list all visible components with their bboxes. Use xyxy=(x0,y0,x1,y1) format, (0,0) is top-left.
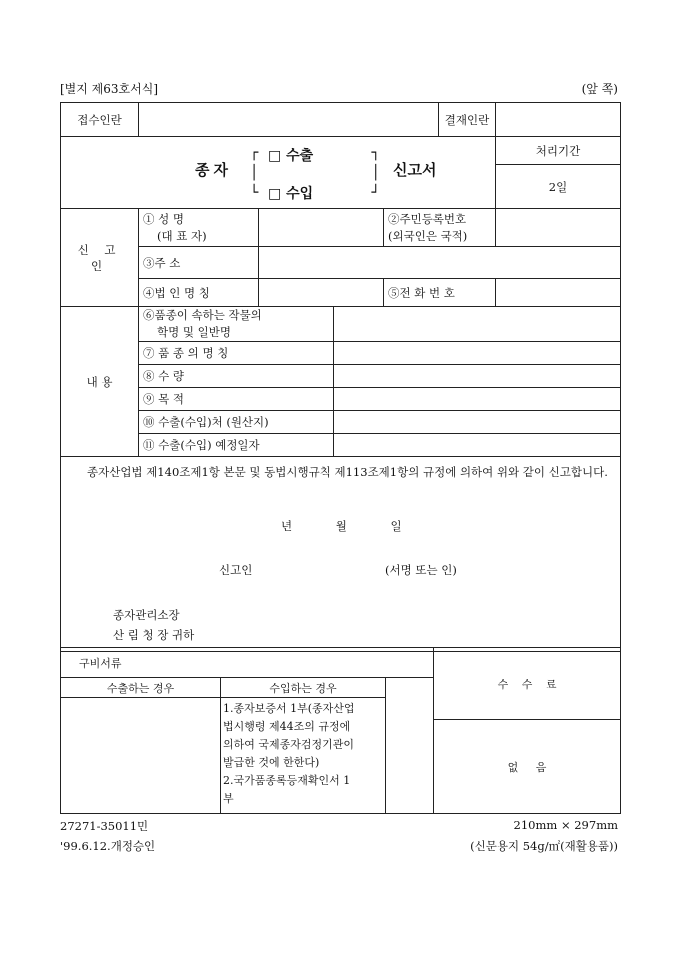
processing-period-value: 2일 xyxy=(496,165,621,209)
documents-blank xyxy=(386,678,434,814)
documents-title: 구비서류 xyxy=(61,648,434,678)
title-suffix: 신고서 xyxy=(393,160,437,179)
recipient-2: 산 림 청 장 귀하 xyxy=(113,628,195,642)
brace-top-left: ┌ xyxy=(250,144,259,161)
paper-size: 210mm × 297mm xyxy=(513,818,618,832)
brace-bot-left: └ xyxy=(250,184,259,201)
phone-label: ⑤전 화 번 호 xyxy=(384,279,496,307)
import-case-header: 수입하는 경우 xyxy=(221,678,386,698)
quantity-label: ⑧ 수 량 xyxy=(139,365,334,388)
corp-name-label: ④법 인 명 칭 xyxy=(139,279,259,307)
declaration-block xyxy=(61,457,621,652)
declaration-form xyxy=(60,102,621,652)
name-label: ① 성 명 xyxy=(143,211,185,226)
form-number: [별지 제63호서식] xyxy=(60,82,158,96)
address-field[interactable] xyxy=(259,247,621,279)
origin-field[interactable] xyxy=(334,411,621,434)
fee-value: 없 음 xyxy=(434,720,621,814)
variety-name-label: ⑦ 품 종 의 명 칭 xyxy=(139,342,334,365)
brace-bot-right: ┘ xyxy=(371,184,380,201)
title-prefix: 종자 xyxy=(195,160,232,179)
import-doc-line: 법시행령 제44조의 규정에 xyxy=(223,720,351,733)
import-documents xyxy=(221,698,386,814)
approval-date: '99.6.12.개정승인 xyxy=(60,839,156,853)
import-doc-line: 1.종자보증서 1부(종자산업 xyxy=(223,702,355,715)
name-field[interactable] xyxy=(259,209,384,247)
paper-type: (신문용지 54g/㎡(재활용품)) xyxy=(470,839,618,853)
crop-name-field[interactable] xyxy=(334,307,621,342)
receipt-label: 접수인란 xyxy=(61,103,139,137)
content-section: 내 용 xyxy=(61,307,139,457)
phone-field[interactable] xyxy=(496,279,621,307)
scheduled-date-label: ⑪ 수출(수입) 예정일자 xyxy=(139,434,334,457)
import-doc-line: 2.국가품종록등재확인서 1 xyxy=(223,774,351,787)
import-doc-line: 의하여 국제종자검정기관이 xyxy=(223,738,355,751)
signer-label: 신고인 xyxy=(219,563,253,577)
brace-top-right: ┐ xyxy=(371,144,380,161)
crop-name-label-2: 학명 및 일반명 xyxy=(157,325,231,339)
documents-table xyxy=(60,647,621,814)
quantity-field[interactable] xyxy=(334,365,621,388)
processing-period-label: 처리기간 xyxy=(496,137,621,165)
sign-note: (서명 또는 인) xyxy=(385,563,457,577)
address-label: ③주 소 xyxy=(139,247,259,279)
form-title xyxy=(61,137,496,209)
recipient-1: 종자관리소장 xyxy=(113,608,180,622)
approval-label: 결재인란 xyxy=(439,103,496,137)
purpose-field[interactable] xyxy=(334,388,621,411)
brace-mid-right: │ xyxy=(371,164,380,181)
representative-label: (대 표 자) xyxy=(157,228,207,243)
receipt-field[interactable] xyxy=(139,103,439,137)
declaration-text: 종자산업법 제140조제1항 본문 및 동법시행규칙 제113조제1항의 규정에 의하여 위와 같이 신고합니다. xyxy=(87,465,608,479)
fee-label: 수 수 료 xyxy=(434,648,621,720)
option-import[interactable]: □ 수입 xyxy=(268,185,314,202)
crop-name-label: ⑥품종이 속하는 작물의 xyxy=(143,308,262,322)
variety-name-field[interactable] xyxy=(334,342,621,365)
import-doc-line: 부 xyxy=(223,792,234,805)
export-case-header: 수출하는 경우 xyxy=(61,678,221,698)
purpose-label: ⑨ 목 적 xyxy=(139,388,334,411)
option-export[interactable]: □ 수출 xyxy=(268,147,314,164)
nationality-label: (외국인은 국적) xyxy=(388,228,468,243)
applicant-section: 신 고 인 xyxy=(61,209,139,307)
rrn-label: ②주민등록번호 xyxy=(388,211,467,226)
page-side-label: (앞 쪽) xyxy=(581,82,618,96)
form-code: 27271-35011민 xyxy=(60,819,149,833)
brace-mid-left: │ xyxy=(250,164,259,181)
origin-label: ⑩ 수출(수입)처 (원산지) xyxy=(139,411,334,434)
date-line: 년 월 일 xyxy=(281,519,402,533)
rrn-field[interactable] xyxy=(496,209,621,247)
import-doc-line: 발급한 것에 한한다) xyxy=(223,756,320,769)
corp-name-field[interactable] xyxy=(259,279,384,307)
export-documents xyxy=(61,698,221,814)
approval-field[interactable] xyxy=(496,103,621,137)
scheduled-date-field[interactable] xyxy=(334,434,621,457)
